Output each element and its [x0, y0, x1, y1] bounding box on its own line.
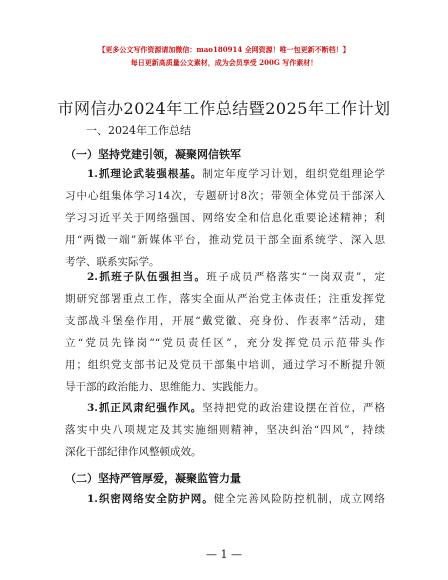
promo-banner-line-1: 【更多公文写作资源请加微信：mao180914 全网资源！唯一包更新不断档！】 — [98, 45, 350, 54]
paragraph-line: 立“党员先锋岗”“党员责任区”，充分发挥党员示范带头作 — [65, 337, 385, 349]
paragraph-security-net — [65, 488, 385, 510]
paragraph-line: 支部战斗堡垒作用，开展“戴党徽、亮身份、作表率”活动，建 — [65, 315, 385, 327]
subsection-heading-party-building: （一）坚持党建引领，凝聚网信铁军 — [65, 148, 241, 161]
document-title: 市网信办2024年工作总结暨2025年工作计划 — [57, 99, 391, 118]
paragraph-leadership — [65, 266, 385, 398]
paragraph-line: 2.抓班子队伍强担当。班子成员严格落实“一岗双责”，定 — [87, 271, 385, 283]
paragraph-line: 1.织密网络安全防护网。健全完善风险防控机制，成立网络 — [87, 493, 385, 505]
paragraph-discipline — [65, 397, 385, 463]
promo-banner-line-2: 每日更新高质量公文素材，成为会员享受 200G 写作素材！ — [130, 58, 318, 67]
paragraph-lead: 1.抓理论武装强根基。 — [87, 168, 203, 180]
paragraph-line: 学习习近平关于网络强国、网络安全和信息化重要论述精神；利 — [65, 212, 385, 224]
paragraph-lead: 2.抓班子队伍强担当。 — [87, 271, 207, 283]
paragraph-lead: 1.织密网络安全防护网。 — [87, 493, 214, 505]
paragraph-line: 导干部的政治能力、思维能力、实践能力。 — [65, 381, 265, 393]
paragraph-line: 1.抓理论武装强根基。制定年度学习计划，组织党组理论学 — [87, 168, 385, 180]
paragraph-line: 用；组织党支部书记及党员干部集中培训，通过学习不断提升领 — [65, 359, 385, 371]
paragraph-line: 用“两微一端”新媒体平台，推动党员干部全面系统学、深入思 — [65, 234, 385, 246]
paragraph-line: 习中心组集体学习14次，专题研讨8次；带领全体党员干部深入 — [65, 190, 385, 202]
paragraph-theory — [65, 163, 385, 273]
paragraph-line: 落实中央八项规定及其实施细则精神，坚决纠治“四风”，持续 — [65, 424, 385, 436]
subsection-heading-supervision: （二）坚持严管厚爱，凝聚监管力量 — [65, 472, 241, 485]
paragraph-lead: 3.抓正风肃纪强作风。 — [87, 402, 203, 414]
section-heading-summary: 一、2024年工作总结 — [86, 124, 191, 137]
paragraph-line: 期研究部署重点工作，落实全面从严治党主体责任；注重发挥党 — [65, 293, 385, 305]
paragraph-line: 考学、联系实际学。 — [65, 256, 160, 268]
paragraph-line: 深化干部纪律作风整顿成效。 — [65, 446, 202, 458]
page-number: — 1 — — [206, 548, 242, 561]
paragraph-line: 3.抓正风肃纪强作风。坚持把党的政治建设摆在首位，严格 — [87, 402, 385, 414]
